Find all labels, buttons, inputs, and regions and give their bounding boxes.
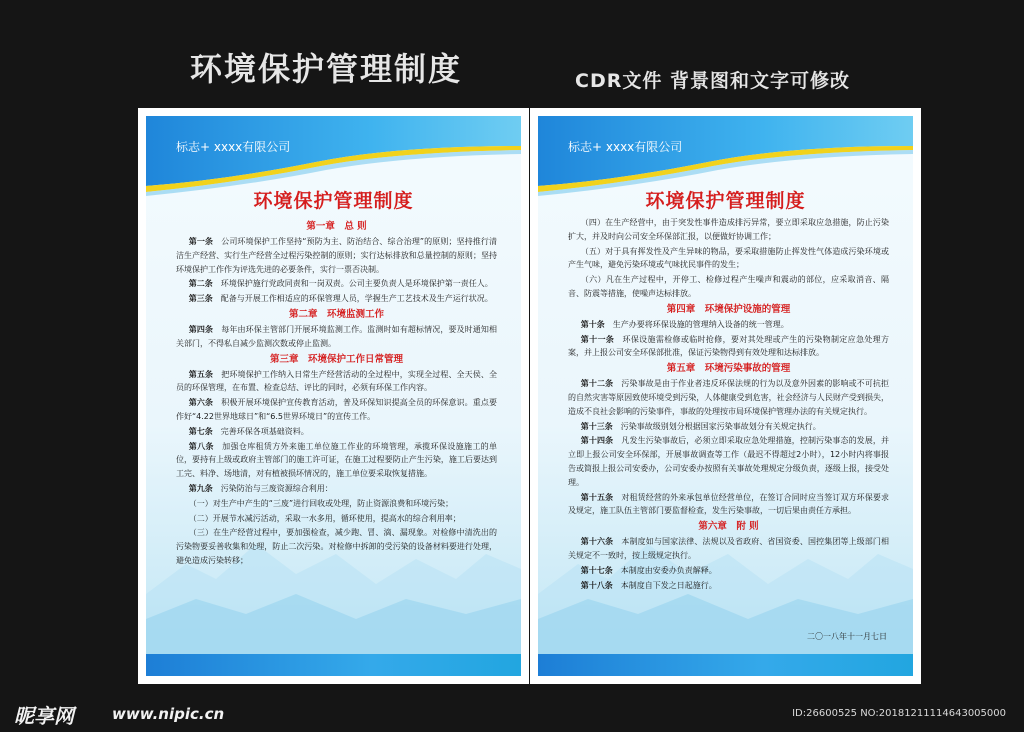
chapter-heading: 第一章 总 则 [306,221,367,232]
article-label: 第十一条 [580,334,615,344]
article-text: 污染防治与三废资源综合利用： [220,483,333,493]
article-paragraph [176,497,497,511]
article-text: 完善环保各项基础资料。 [220,426,309,436]
document-title: 环境保护管理制度 [645,190,806,212]
article-label: 第九条 [188,483,213,493]
article-text: 对租赁经营的外来承包单位经营单位，在签订合同时应当签订双方环保要求及规定，施工队伍主管部门要监督检查，发生污染事故，一切后果由责任方承担。 [568,492,890,516]
article-label: 第十二条 [580,379,614,389]
article-paragraph [568,579,889,593]
article-label: 第十五条 [580,492,614,502]
page-subtitle: CDR文件 背景图和文字可修改 [575,70,850,92]
article-paragraph [568,273,889,301]
article-paragraph [568,318,889,332]
article-paragraph [568,245,889,273]
article-label: 第四条 [188,324,214,334]
chapter-heading: 第六章 附 则 [698,521,759,533]
article-text: （四）在生产经营中，由于突发性事件造成排污异常，要立即采取应急措施，防止污染扩大，并及时向公司安全环保部汇报，以便做好协调工作； [568,218,889,241]
article-label: 第一条 [188,237,214,246]
article-label: 第十六条 [580,537,614,547]
company-logo-text: 标志+ xxxx有限公司 [176,140,291,154]
article-text: 加强仓库租赁方外来施工单位施工作业的环境管理，承揽环保设施施工的单位，要持有上级或政府主管部门的施工许可证，在施工过程要防止产生污染，施工后要达到工完、料净、场地清，对有植被损坏情况的，施工单位要采取恢复措施。 [176,441,498,479]
article-paragraph [176,440,497,481]
article-paragraph [176,323,497,351]
article-label: 第十三条 [580,421,613,431]
article-paragraph [176,512,497,526]
article-text: 本制度如与国家法律、法规以及省政府、省国资委、国控集团等上级部门相关规定不一致时，按上级规定执行。 [568,537,890,560]
right-sheet-inner [538,116,913,676]
article-label: 第十四条 [580,436,614,446]
article-paragraph [568,377,889,418]
article-label: 第十八条 [580,580,613,590]
article-label: 第三条 [188,294,213,304]
article-text: 环保设施需检修或临时抢修，要对其处理或产生的污染物制定应急处理方案，并上报公司安全环保部批准，保证污染物得到有效处理和达标排放。 [568,334,890,358]
left-sheet-inner [146,116,521,676]
article-label: 第八条 [188,441,214,451]
article-paragraph [568,535,889,563]
article-text: 环境保护施行党政同责和一岗双责。公司主要负责人是环境保护第一责任人。 [220,279,493,289]
bottom-band [146,654,521,676]
article-label: 第十七条 [580,565,613,575]
article-text: 凡发生污染事故后，必须立即采取应急处理措施，控制污染事态的发展，并立即上报公司安全环保部，开展事故调查等工作（最迟不得超过2小时），12小时内将事报告或简报上报公司安委办，公司安委办按照有关事故处理规定分级负责，逐级上报，接受处理。 [568,436,890,487]
article-paragraph [568,564,889,578]
company-logo-text: 标志+ xxxx有限公司 [568,140,683,154]
top-wave-band [538,116,913,196]
article-text: 污染事故级别划分根据国家污染事故划分有关规定执行。 [620,421,821,431]
article-text: （六）凡在生产过程中，开停工、检修过程产生噪声和震动的部位，应采取消音、隔音、防震等措施，使噪声达标排放。 [568,275,889,298]
article-paragraph [176,277,497,291]
right-sheet [530,108,921,684]
article-paragraph [568,333,889,361]
article-text: 污染事故是由于作业者违反环保法规的行为以及意外因素的影响或不可抗拒的自然灾害等原因致使环境受到污染，人体健康受到危害，社会经济与人民财产受到损失，造成不良社会影响的污染事件，事故的处理按市局环境保护管理办法的有关规定执行。 [568,379,890,416]
article-paragraph [176,292,497,306]
article-text: 本制度由安委办负责解释。 [620,565,717,575]
article-label: 第五条 [188,369,214,379]
left-content [176,218,497,569]
article-paragraph [176,396,497,424]
article-label: 第二条 [188,279,213,289]
article-text: 每年由环保主管部门开展环境监测工作。监测时如有超标情况，要及时通知相关部门，不得私自减少监测次数或停止监测。 [176,324,498,348]
article-text: 公司环境保护工作坚持“预防为主、防治结合、综合治理”的原则；坚持推行清洁生产经营、实行生产经营全过程污染控制的原则；实行达标排放和总量控制的原则；坚持环境保护工作作为评选先进的必要条件，实行一票否决制。 [176,237,497,274]
chapter-heading: 第二章 环境监测工作 [288,308,384,320]
chapter-heading: 第五章 环境污染事故的管理 [666,363,791,375]
article-paragraph [176,425,497,439]
article-text: （一）对生产中产生的“三废”进行回收或处理，防止资源浪费和环境污染； [188,498,454,508]
article-text: 把环境保护工作纳入日常生产经营活动的全过程中，实现全过程、全天侯、全员的环保管理，在布置、检查总结、评比的同时，必须有环保工作内容。 [176,369,498,393]
article-paragraph [176,482,497,496]
article-paragraph [176,368,497,396]
page-title: 环境保护管理制度 [190,50,463,88]
watermark-url: www.nipic.cn [112,705,225,723]
article-paragraph [176,235,497,276]
article-text: （二）开展节水减污活动，采取一水多用，循环使用，提高水的综合利用率； [188,513,461,523]
article-text: （五）对于具有挥发性及产生异味的物品，要采取措施防止挥发性气体造成污染环境或产生气味，避免污染环境或气味扰民事件的发生； [568,246,889,270]
chapter-heading: 第三章 环境保护工作日常管理 [269,353,403,365]
right-content [568,216,889,593]
article-label: 第七条 [188,426,213,436]
article-text: 配备与开展工作相适应的环保管理人员，学握生产工艺技术及生产运行状况。 [220,294,493,304]
article-paragraph [568,216,889,244]
article-label: 第十条 [580,319,605,329]
article-text: 积极开展环境保护宣传教育活动，普及环保知识提高全员的环保意识。重点要作好“4.22世界地球日”和“6.5世界环境日”的宣传工作。 [176,398,498,421]
article-paragraph [568,491,889,519]
top-wave-band [146,116,521,196]
article-text: （三）在生产经营过程中，要加强检查，减少跑、冒、滴、漏现象。对检修中清洗出的污染物要妥善收集和处理，防止二次污染。对检修中拆卸的受污染的设备材料要进行处理，避免造成污染转移； [176,528,497,565]
watermark-id: ID:26600525 NO:20181211114643005000 [792,708,1006,719]
left-sheet [138,108,529,684]
bottom-band [538,654,913,676]
article-text: 生产办要将环保设施的管理纳入设备的统一管理。 [612,319,789,329]
article-label: 第六条 [188,398,214,408]
watermark-logo: 昵享网 [14,704,74,728]
article-paragraph [568,434,889,489]
chapter-heading: 第四章 环境保护设施的管理 [666,303,791,315]
document-title: 环境保护管理制度 [253,190,414,212]
article-paragraph [568,420,889,434]
article-text: 本制度自下发之日起施行。 [620,580,717,590]
article-paragraph [176,526,497,567]
issue-date: 二〇一八年十一月七日 [807,632,887,641]
